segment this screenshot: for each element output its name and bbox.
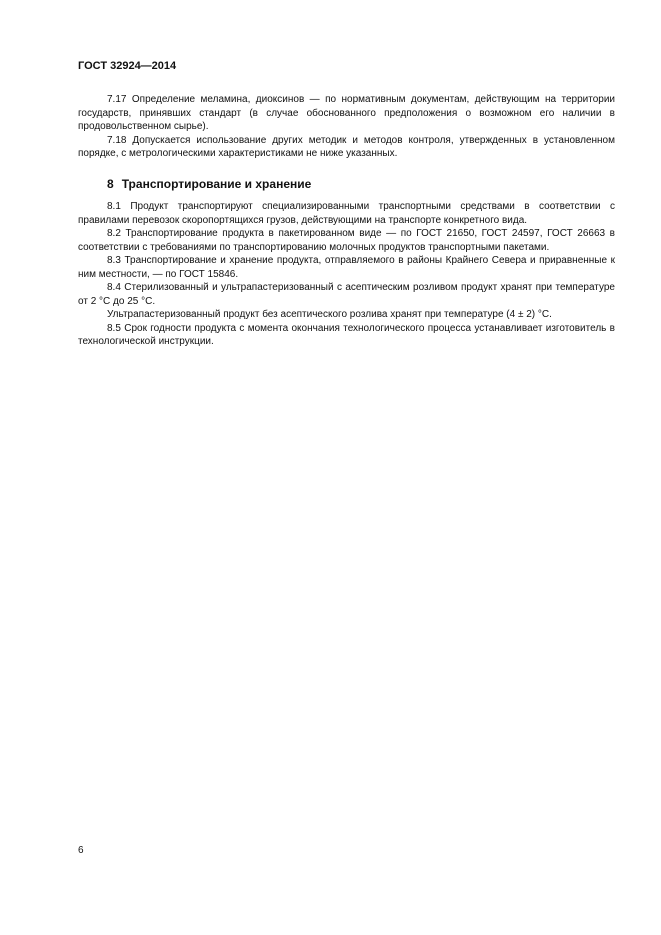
paragraph-7-18: 7.18 Допускается использование других методик и методов контроля, утвержденных в установленном порядке, с метрологическими характеристиками не ниже указанных. xyxy=(78,134,615,159)
section-body xyxy=(78,200,615,349)
paragraph-7-17: 7.17 Определение меламина, диоксинов — по нормативным документам, действующим на территории государств, принявших стандарт (в случае обоснованного предположения о возможном его наличии в продовольственном сырье). xyxy=(78,94,615,132)
paragraph-8-5: 8.5 Срок годности продукта с момента окончания технологического процесса устанавливает изготовитель в технологической инструкции. xyxy=(78,322,615,347)
paragraph-8-1: 8.1 Продукт транспортируют специализированными транспортными средствами в соответствии с правилами перевозок скоропортящихся грузов, действующими на транспорте конкретного вида. xyxy=(78,201,615,226)
section-heading xyxy=(107,177,311,191)
paragraph-8-4-note: Ультрапастеризованный продукт без асептического розлива хранят при температуре (4 ± 2) °С. xyxy=(107,309,552,320)
section-number: 8 xyxy=(107,177,114,191)
document-header: ГОСТ 32924—2014 xyxy=(78,60,177,72)
page-number: 6 xyxy=(78,845,84,856)
intro-block xyxy=(78,93,615,161)
paragraph-8-2: 8.2 Транспортирование продукта в пакетированном виде — по ГОСТ 21650, ГОСТ 24597, ГОСТ 26663 в соответствии с требованиями по транспортированию молочных продуктов транспортными пакетами. xyxy=(78,228,615,253)
paragraph-8-3: 8.3 Транспортирование и хранение продукта, отправляемого в районы Крайнего Севера и приравненные к ним местности, — по ГОСТ 15846. xyxy=(78,255,615,280)
section-title-text: Транспортирование и хранение xyxy=(121,177,312,191)
paragraph-8-4: 8.4 Стерилизованный и ультрапастеризованный с асептическим розливом продукт хранят при температуре от 2 °С до 25 °С. xyxy=(78,282,615,307)
